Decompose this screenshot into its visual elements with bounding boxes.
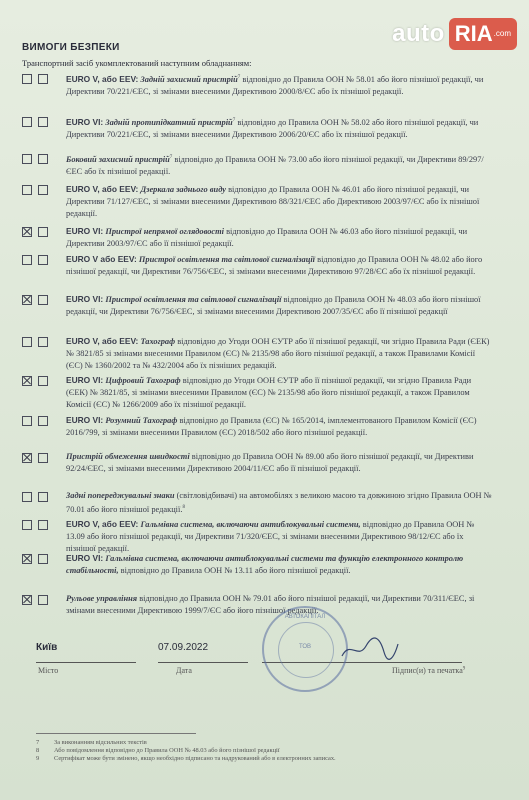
device-name: Задні попереджувальні знаки	[66, 491, 175, 500]
device-name: Задній протипідкатний пристрій	[105, 117, 233, 127]
regulation-text: відповідно до Правила ООН № 13.11 або його пізнішої редакції.	[118, 566, 351, 575]
regulation-text: відповідно до Правила (ЄС) № 165/2014, імплементованого Правилом Комісії (ЄС) 2016/799, зі змінами внесеними Правилом (ЄС) 2018/502 або його пізнішої редакції.	[66, 416, 477, 437]
checkbox-secondary[interactable]	[38, 185, 48, 195]
footnote-text: Або повідомлення відповідно до Правила ООН № 48.03 або його пізнішої редакції	[54, 747, 280, 754]
footnote-text: Сертифікат може бути змінено, якщо необхідно підписано та надрукований або в електронних записах.	[54, 755, 336, 762]
checkbox-primary[interactable]	[22, 185, 32, 195]
safety-item-text	[66, 335, 492, 372]
device-name: Цифровий Тахограф	[105, 376, 181, 385]
safety-item	[22, 593, 492, 617]
checkbox-secondary[interactable]	[38, 520, 48, 530]
checkbox-secondary[interactable]	[38, 295, 48, 305]
checkbox-primary[interactable]	[22, 227, 32, 237]
regulation-text: відповідно до Правила ООН № 46.03 або його пізнішої редакції, чи Директиви 2003/97/ЄС або її пізнішої редакції.	[66, 227, 468, 248]
safety-item	[22, 115, 492, 141]
autoria-logo[interactable]	[392, 14, 517, 54]
regulation-text: відповідно до Угоди ООН ЄУТР або її пізнішої редакції, чи згідно Правила Ради (ЄЕК) № 3821/85, зі змінами внесеними Правилом (ЄС) № 2135/98 або його пізнішої редакції, а також Правилом Комісії (ЄС) № 1266/2009 або їх пізнішої редакції.	[66, 376, 472, 409]
standard-label: EURO VI:	[66, 116, 104, 127]
footnote-number: 8	[36, 747, 40, 754]
device-name: Гальмівна система, включаючи антиблокувальні системи та функцію електронного контролю стабільності,	[66, 554, 464, 575]
safety-item	[22, 414, 492, 439]
safety-item-text	[66, 414, 492, 439]
checkbox-primary[interactable]	[22, 520, 32, 530]
device-name: Тахограф	[140, 337, 176, 346]
safety-item-text	[66, 552, 492, 577]
checkbox-primary[interactable]	[22, 337, 32, 347]
checkbox-secondary[interactable]	[38, 255, 48, 265]
standard-label: EURO V, або EEV:	[66, 519, 139, 529]
regulation-text: відповідно до Угоди ООН ЄУТР або її пізнішої редакції, чи згідно Правила Ради (ЄЕК) № 3821/85 зі змінами внесеними Правилом (ЄС) № 2135/98 або його пізнішої редакції, а також Правилами Комісії (ЄС) № 1360/2002 та № 432/2004 або їх пізніших редакцій.	[66, 337, 490, 370]
checkbox-secondary[interactable]	[38, 554, 48, 564]
safety-item-text	[66, 293, 492, 318]
footnote	[36, 747, 280, 754]
checkbox-primary[interactable]	[22, 453, 32, 463]
footnote-ref: 7	[169, 155, 173, 160]
safety-item-text	[66, 374, 492, 411]
checkbox-primary[interactable]	[22, 554, 32, 564]
footnote-number: 9	[36, 755, 40, 762]
safety-item	[22, 72, 492, 98]
checkbox-secondary[interactable]	[38, 154, 48, 164]
safety-item-text	[66, 152, 492, 178]
safety-item-text	[66, 518, 492, 555]
section-title: ВИМОГИ БЕЗПЕКИ	[22, 42, 120, 53]
safety-item-text	[66, 253, 492, 278]
device-name: Розумний Тахограф	[105, 416, 178, 425]
safety-item-text	[66, 225, 492, 250]
regulation-text: відповідно до Правила ООН № 89.00 або його пізнішої редакції, чи Директиви 92/24/ЄЕС, зі змінами внесеними Директивою 2004/11/ЄС або її пізнішої редакції.	[66, 452, 474, 473]
sign-caption: Підпис(и) та печатка$^9$	[392, 666, 466, 675]
regulation-text: (світловідбивачі) на автомобілях з великою масою та довжиною згідно Правила ООН № 70.01 або його пізнішої редакції.	[66, 491, 492, 514]
regulation-text: відповідно до Правила ООН № 73.00 або його пізнішої редакції, чи Директиви 89/297/ЄЕС або їх пізнішої редакції.	[66, 154, 484, 176]
checkbox-secondary[interactable]	[38, 337, 48, 347]
checkbox-primary[interactable]	[22, 595, 32, 605]
safety-item	[22, 374, 492, 411]
checkbox-secondary[interactable]	[38, 74, 48, 84]
standard-label: EURO VI:	[66, 415, 104, 425]
safety-item	[22, 490, 492, 516]
city-value: Київ	[36, 642, 58, 653]
place-caption: Місто	[38, 666, 59, 675]
device-name: Боковий захисний пристрій	[66, 154, 170, 164]
company-stamp: АВТОКАПІТАЛ ТОВ	[262, 606, 348, 692]
regulation-text: відповідно до Правила ООН № 58.01 або його пізнішої редакції, чи Директиви 70/221/ЄЕС, зі змінами внесеними Директивою 2000/8/ЄС або їх пізнішої редакції.	[66, 74, 484, 96]
device-name: Дзеркала заднього виду	[140, 185, 226, 194]
device-name: Пристрій обмеження швидкості	[66, 452, 190, 461]
safety-item	[22, 552, 492, 577]
checkbox-secondary[interactable]	[38, 376, 48, 386]
checkbox-secondary[interactable]	[38, 117, 48, 127]
checkbox-primary[interactable]	[22, 376, 32, 386]
date-line	[158, 662, 248, 663]
footnote-text: За виконанням відсильних текстів	[54, 739, 147, 746]
device-name: Гальмівна система, включаючи антиблокувальні системи,	[140, 520, 361, 529]
checkbox-secondary[interactable]	[38, 453, 48, 463]
handwritten-signature	[340, 636, 400, 662]
footnote-divider	[36, 733, 196, 734]
standard-label: EURO VI:	[66, 375, 104, 385]
standard-label: EURO VI:	[66, 226, 104, 236]
regulation-text: відповідно до Правила ООН № 79.01 або його пізнішої редакції, чи Директиви 70/311/ЄЕС, зі змінами внесеними Директивою 1999/7/ЄС або його пізнішої редакції.	[66, 594, 475, 615]
date-value: 07.09.2022	[158, 642, 209, 653]
intro-text: Транспортний засіб укомплектований наступним обладнанням:	[22, 58, 252, 68]
standard-label: EURO V або EEV:	[66, 254, 137, 264]
footnote	[36, 755, 336, 762]
safety-item-text	[66, 451, 492, 475]
footnote-ref: 7	[232, 118, 236, 123]
safety-item	[22, 152, 492, 178]
safety-item	[22, 183, 492, 220]
device-name: Рульове управління	[66, 594, 138, 603]
logo-ria-badge: RIA.com	[449, 18, 517, 50]
device-name: Пристрої освітлення та світлової сигналізації	[105, 295, 282, 304]
safety-item	[22, 253, 492, 278]
safety-item-text	[66, 490, 492, 516]
safety-item	[22, 225, 492, 250]
standard-label: EURO V, або EEV:	[66, 73, 139, 84]
checkbox-primary[interactable]	[22, 74, 32, 84]
checkbox-primary[interactable]	[22, 255, 32, 265]
standard-label: EURO V, або EEV:	[66, 336, 139, 346]
logo-auto-text: auto	[392, 20, 445, 47]
checkbox-primary[interactable]	[22, 295, 32, 305]
device-name: Задній захисний пристрій	[140, 74, 238, 84]
safety-item-text	[66, 72, 492, 98]
standard-label: EURO V, або EEV:	[66, 184, 139, 194]
checkbox-primary[interactable]	[22, 154, 32, 164]
checkbox-secondary[interactable]	[38, 227, 48, 237]
device-name: Пристрої освітлення та світлової сигналізації	[138, 255, 316, 264]
footnote	[36, 739, 147, 746]
city-line	[36, 662, 136, 663]
standard-label: EURO VI:	[66, 294, 104, 304]
safety-item	[22, 335, 492, 372]
regulation-text: відповідно до Правила ООН № 46.01 або його пізнішої редакції, чи Директиви 71/127/ЄЕС, зі змінами внесеними Директивою 88/321/ЄЕС або Директивою 2003/97/ЄС або їх пізнішої редакції.	[66, 185, 480, 218]
device-name: Пристрої непрямої оглядовості	[105, 227, 224, 236]
date-caption: Дата	[176, 666, 192, 675]
safety-item	[22, 451, 492, 475]
safety-item	[22, 293, 492, 318]
regulation-text: відповідно до Правила ООН № 13.09 або його пізнішої редакції, чи Директиви 71/320/ЄЕС, зі змінами внесеними Директивою 98/12/ЄС або їх пізнішої редакції.	[66, 520, 475, 553]
safety-item-text	[66, 183, 492, 220]
checkbox-primary[interactable]	[22, 492, 32, 502]
checkbox-primary[interactable]	[22, 416, 32, 426]
footnote-ref: 8	[182, 505, 185, 510]
standard-label: EURO VI:	[66, 553, 104, 563]
footnote-ref: 7	[237, 75, 241, 80]
footnote-number: 7	[36, 739, 40, 746]
checkbox-secondary[interactable]	[38, 416, 48, 426]
safety-item-text	[66, 115, 492, 141]
regulation-text: відповідно до Правила ООН № 58.02 або його пізнішої редакції, чи Директиви 70/221/ЄЕС, зі змінами внесеними Директивою 2006/20/ЄС або їх пізнішої редакції.	[66, 117, 479, 139]
checkbox-primary[interactable]	[22, 117, 32, 127]
regulation-text: відповідно до Правила ООН № 48.02 або його пізнішої редакції, чи Директиви 76/756/ЄЕС, зі змінами внесеними Директивою 97/28/ЄС або їх пізнішої редакції.	[66, 255, 483, 276]
safety-item	[22, 518, 492, 555]
regulation-text: відповідно до Правила ООН № 48.03 або його пізнішої редакції, чи Директиви 76/756/ЄЕС, зі змінами внесеними Директивою 2007/35/ЄС або її пізнішої редакції	[66, 295, 481, 316]
checkbox-secondary[interactable]	[38, 492, 48, 502]
checkbox-secondary[interactable]	[38, 595, 48, 605]
